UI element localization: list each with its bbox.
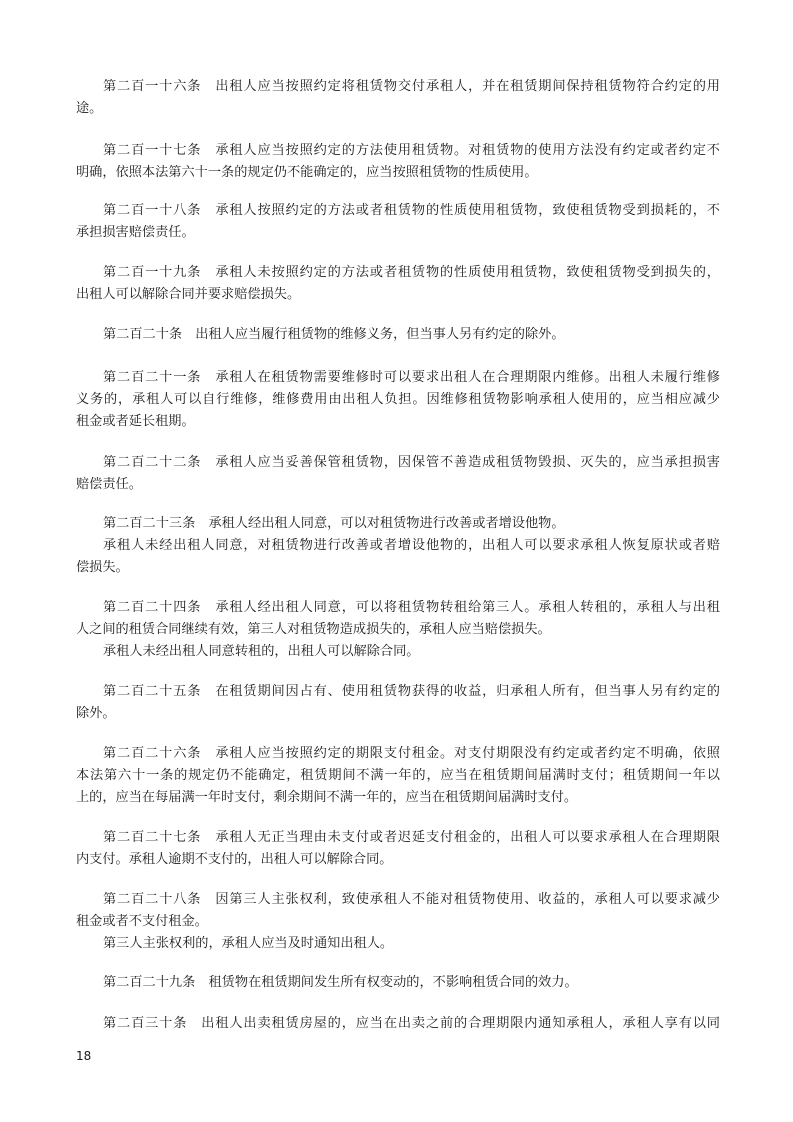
- article-line: 第二百二十二条 承租人应当妥善保管租赁物，因保管不善造成租赁物毁损、灭失的，应当承担损害: [103, 455, 720, 470]
- article-225: [76, 681, 720, 725]
- article-line: 承租人未经出租人同意，对租赁物进行改善或者增设他物的，出租人可以要求承租人恢复原状或者赔: [103, 538, 720, 553]
- article-222: [76, 452, 720, 496]
- article-line: 第二百一十六条 出租人应当按照约定将租赁物交付承租人，并在租赁期间保持租赁物符合约定的用: [103, 79, 720, 94]
- article-line: 第二百二十八条 因第三人主张权利，致使承租人不能对租赁物使用、收益的，承租人可以要求减少: [103, 892, 720, 907]
- article-227: [76, 827, 720, 871]
- article-223: [76, 513, 720, 579]
- article-line: 第二百一十九条 承租人未按照约定的方法或者租赁物的性质使用租赁物，致使租赁物受到损失的，: [103, 265, 720, 280]
- article-line: 租金或者延长租期。: [76, 414, 195, 429]
- article-line: 本法第六十一条的规定仍不能确定，租赁期间不满一年的，应当在租赁期间届满时支付；租赁期间一年以: [76, 768, 720, 783]
- article-229: [76, 972, 720, 994]
- article-221: [76, 367, 720, 433]
- article-line: 第二百二十七条 承租人无正当理由未支付或者迟延支付租金的，出租人可以要求承租人在合理期限: [103, 830, 720, 845]
- article-line: 出租人可以解除合同并要求赔偿损失。: [76, 287, 301, 302]
- article-230: [76, 1013, 720, 1035]
- article-line: 义务的，承租人可以自行维修，维修费用由出租人负担。因维修租赁物影响承租人使用的，应当相应减少: [76, 392, 720, 407]
- article-line: 第二百一十八条 承租人按照约定的方法或者租赁物的性质使用租赁物，致使租赁物受到损耗的，不: [103, 203, 720, 218]
- article-219: [76, 262, 720, 306]
- article-line: 第二百二十五条 在租赁期间因占有、使用租赁物获得的收益，归承租人所有，但当事人另有约定的: [103, 684, 720, 699]
- article-line: 赔偿责任。: [76, 477, 142, 492]
- article-line: 第三人主张权利的，承租人应当及时通知出租人。: [103, 936, 394, 951]
- article-line: 第二百二十六条 承租人应当按照约定的期限支付租金。对支付期限没有约定或者约定不明确，依照: [103, 746, 720, 761]
- article-line: 第二百三十条 出租人出卖租赁房屋的，应当在出卖之前的合理期限内通知承租人，承租人享有以同: [103, 1016, 720, 1031]
- page-number: 18: [76, 1049, 92, 1063]
- article-line: 人之间的租赁合同继续有效，第三人对租赁物造成损失的，承租人应当赔偿损失。: [76, 622, 551, 637]
- article-line: 内支付。承租人逾期不支付的，出租人可以解除合同。: [76, 852, 393, 867]
- article-line: 承租人未经出租人同意转租的，出租人可以解除合同。: [103, 644, 420, 659]
- article-line: 承担损害赔偿责任。: [76, 225, 195, 240]
- article-line: 租金或者不支付租金。: [76, 914, 208, 929]
- article-line: 明确，依照本法第六十一条的规定仍不能确定的，应当按照租赁物的性质使用。: [76, 165, 538, 180]
- article-line: 途。: [76, 101, 103, 116]
- article-216: [76, 76, 720, 120]
- article-224: [76, 597, 720, 663]
- article-line: 上的，应当在每届满一年时支付，剩余期间不满一年的，应当在租赁期间届满时支付。: [76, 790, 578, 805]
- article-228: [76, 889, 720, 955]
- article-line: 第二百一十七条 承租人应当按照约定的方法使用租赁物。对租赁物的使用方法没有约定或者约定不: [103, 143, 720, 158]
- article-line: 偿损失。: [76, 560, 129, 575]
- article-line: 第二百二十三条 承租人经出租人同意，可以对租赁物进行改善或者增设他物。: [103, 516, 565, 531]
- article-line: 第二百二十一条 承租人在租赁物需要维修时可以要求出租人在合理期限内维修。出租人未履行维修: [103, 370, 720, 385]
- article-226: [76, 743, 720, 809]
- article-line: 除外。: [76, 706, 116, 721]
- article-line: 第二百二十四条 承租人经出租人同意，可以将租赁物转租给第三人。承租人转租的，承租人与出租: [103, 600, 720, 615]
- article-220: [76, 324, 720, 346]
- article-218: [76, 200, 720, 244]
- article-line: 第二百二十九条 租赁物在租赁期间发生所有权变动的，不影响租赁合同的效力。: [103, 975, 578, 990]
- article-line: 第二百二十条 出租人应当履行租赁物的维修义务，但当事人另有约定的除外。: [103, 327, 565, 342]
- article-217: [76, 140, 720, 184]
